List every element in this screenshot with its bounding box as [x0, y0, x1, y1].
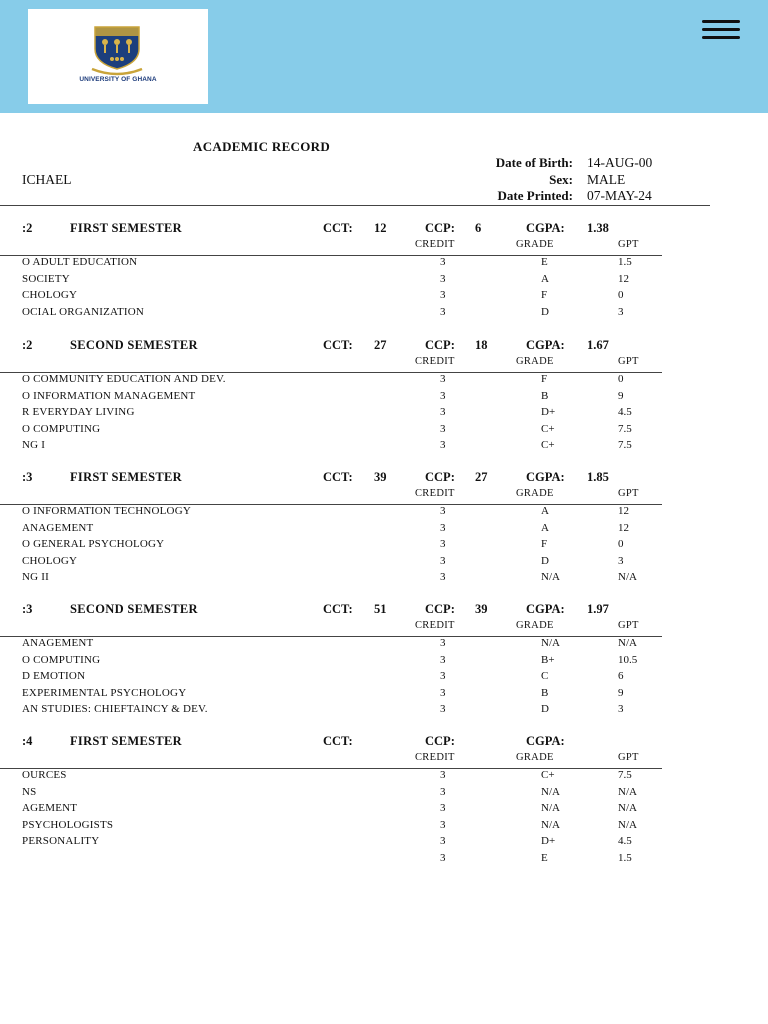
- course-title: O COMPUTING: [22, 653, 101, 666]
- cgpa-value: 1.85: [587, 470, 609, 484]
- course-gpt: 7.5: [618, 439, 632, 452]
- gpt-header: GPT: [618, 239, 639, 250]
- cgpa-label: CGPA:: [526, 470, 565, 484]
- course-gpt: 9: [618, 686, 624, 699]
- course-title: NG II: [22, 571, 49, 584]
- gpt-header: GPT: [618, 356, 639, 367]
- credit-header: CREDIT: [415, 752, 455, 763]
- semester-name: SECOND SEMESTER: [70, 338, 198, 352]
- cct-label: CCT:: [323, 602, 353, 616]
- academic-record-document: [0, 113, 768, 1024]
- course-gpt: N/A: [618, 802, 637, 815]
- course-grade: C+: [541, 769, 555, 781]
- course-gpt: N/A: [618, 637, 637, 649]
- course-grade: C: [541, 670, 549, 683]
- cct-label: CCT:: [323, 338, 353, 352]
- cct-value: 27: [374, 338, 387, 352]
- credit-header: CREDIT: [415, 488, 455, 499]
- course-title: NG I: [22, 439, 46, 452]
- course-credit: 3: [440, 670, 446, 683]
- course-title: OCIAL ORGANIZATION: [22, 305, 145, 318]
- course-title: CHOLOGY: [22, 289, 78, 302]
- course-credit: 3: [440, 272, 446, 285]
- course-grade: C+: [541, 422, 555, 435]
- course-credit: 3: [440, 571, 446, 584]
- course-title: O COMMUNITY EDUCATION AND DEV.: [22, 373, 226, 385]
- course-title: CHOLOGY: [22, 554, 78, 567]
- ccp-value: 27: [475, 470, 488, 484]
- course-grade: A: [541, 505, 549, 517]
- semester-year: :2: [22, 221, 33, 235]
- course-credit: 3: [440, 637, 446, 649]
- grade-header: GRADE: [516, 239, 554, 250]
- semester-divider: [0, 768, 662, 769]
- course-title: EXPERIMENTAL PSYCHOLOGY: [22, 686, 187, 699]
- credit-header: CREDIT: [415, 356, 455, 367]
- grade-header: GRADE: [516, 488, 554, 499]
- course-credit: 3: [440, 439, 446, 452]
- course-gpt: N/A: [618, 785, 637, 798]
- ccp-value: 18: [475, 338, 488, 352]
- course-title: AN STUDIES: CHIEFTAINCY & DEV.: [22, 703, 208, 716]
- course-grade: C+: [541, 439, 555, 452]
- semester-year: :2: [22, 338, 33, 352]
- cgpa-value: 1.97: [587, 602, 609, 616]
- grade-header: GRADE: [516, 752, 554, 763]
- semester-name: FIRST SEMESTER: [70, 734, 182, 748]
- semester-year: :4: [22, 734, 33, 748]
- course-title: ANAGEMENT: [22, 521, 94, 534]
- cct-label: CCT:: [323, 470, 353, 484]
- course-credit: 3: [440, 818, 446, 831]
- course-gpt: 4.5: [618, 406, 632, 419]
- course-credit: 3: [440, 769, 446, 781]
- course-gpt: 1.5: [618, 852, 632, 864]
- ccp-label: CCP:: [425, 221, 455, 235]
- course-grade: N/A: [541, 818, 560, 831]
- grade-header: GRADE: [516, 620, 554, 631]
- sex-value: MALE: [587, 172, 626, 187]
- course-grade: E: [541, 256, 548, 268]
- course-gpt: 12: [618, 521, 629, 534]
- course-credit: 3: [440, 373, 446, 385]
- course-grade: N/A: [541, 802, 560, 815]
- course-credit: 3: [440, 785, 446, 798]
- course-title: O INFORMATION MANAGEMENT: [22, 389, 196, 402]
- course-gpt: 4.5: [618, 835, 632, 848]
- semester-divider: [0, 636, 662, 637]
- course-credit: 3: [440, 538, 446, 551]
- course-title: PSYCHOLOGISTS: [22, 818, 114, 831]
- course-gpt: 12: [618, 272, 629, 285]
- semester-name: SECOND SEMESTER: [70, 602, 198, 616]
- crest-icon: [28, 9, 208, 79]
- course-credit: 3: [440, 422, 446, 435]
- grade-header: GRADE: [516, 356, 554, 367]
- course-grade: N/A: [541, 637, 560, 649]
- course-grade: B: [541, 389, 549, 402]
- course-grade: A: [541, 272, 549, 285]
- course-credit: 3: [440, 653, 446, 666]
- course-credit: 3: [440, 389, 446, 402]
- ccp-label: CCP:: [425, 470, 455, 484]
- course-credit: 3: [440, 703, 446, 716]
- date-printed-label: Date Printed:: [497, 188, 573, 203]
- ccp-label: CCP:: [425, 338, 455, 352]
- gpt-header: GPT: [618, 752, 639, 763]
- course-title: ANAGEMENT: [22, 637, 94, 649]
- course-grade: F: [541, 373, 548, 385]
- course-title: OURCES: [22, 769, 67, 781]
- course-gpt: N/A: [618, 818, 637, 831]
- cct-value: 51: [374, 602, 387, 616]
- course-gpt: 7.5: [618, 769, 632, 781]
- course-title: R EVERYDAY LIVING: [22, 406, 135, 419]
- course-gpt: N/A: [618, 571, 637, 584]
- ccp-value: 39: [475, 602, 488, 616]
- course-credit: 3: [440, 835, 446, 848]
- course-gpt: 0: [618, 538, 624, 551]
- cct-value: 12: [374, 221, 387, 235]
- date-printed-value: 07-MAY-24: [587, 188, 652, 203]
- page-title: ACADEMIC RECORD: [193, 139, 331, 154]
- student-name: ICHAEL: [22, 172, 72, 187]
- course-gpt: 3: [618, 703, 624, 716]
- course-grade: B+: [541, 653, 555, 666]
- course-credit: 3: [440, 305, 446, 318]
- course-credit: 3: [440, 802, 446, 815]
- ccp-label: CCP:: [425, 602, 455, 616]
- course-gpt: 9: [618, 389, 624, 402]
- course-grade: D+: [541, 406, 556, 419]
- course-gpt: 0: [618, 373, 624, 385]
- semester-year: :3: [22, 470, 33, 484]
- cct-label: CCT:: [323, 734, 353, 748]
- ccp-label: CCP:: [425, 734, 455, 748]
- dob-value: 14-AUG-00: [587, 155, 653, 170]
- cgpa-value: 1.67: [587, 338, 609, 352]
- course-title: NS: [22, 785, 37, 798]
- course-gpt: 12: [618, 505, 629, 517]
- course-credit: 3: [440, 554, 446, 567]
- course-grade: F: [541, 289, 548, 302]
- university-logo[interactable]: [28, 9, 208, 104]
- cgpa-label: CGPA:: [526, 338, 565, 352]
- course-title: SOCIETY: [22, 272, 70, 285]
- course-grade: D: [541, 554, 549, 567]
- gpt-header: GPT: [618, 488, 639, 499]
- course-title: O ADULT EDUCATION: [22, 256, 138, 268]
- course-credit: 3: [440, 521, 446, 534]
- course-gpt: 6: [618, 670, 624, 683]
- cgpa-label: CGPA:: [526, 734, 565, 748]
- semester-name: FIRST SEMESTER: [70, 221, 182, 235]
- course-gpt: 7.5: [618, 422, 632, 435]
- course-credit: 3: [440, 852, 446, 864]
- course-credit: 3: [440, 289, 446, 302]
- course-title: O GENERAL PSYCHOLOGY: [22, 538, 165, 551]
- course-credit: 3: [440, 505, 446, 517]
- course-gpt: 10.5: [618, 653, 638, 666]
- dob-label: Date of Birth:: [495, 155, 573, 170]
- cgpa-label: CGPA:: [526, 602, 565, 616]
- course-gpt: 3: [618, 554, 624, 567]
- credit-header: CREDIT: [415, 620, 455, 631]
- course-gpt: 3: [618, 305, 624, 318]
- hamburger-menu-icon[interactable]: [700, 18, 742, 42]
- course-title: O INFORMATION TECHNOLOGY: [22, 505, 191, 517]
- logo-text: UNIVERSITY OF GHANA: [79, 76, 157, 83]
- course-gpt: 1.5: [618, 256, 632, 268]
- course-credit: 3: [440, 256, 446, 268]
- semester-year: :3: [22, 602, 33, 616]
- course-grade: E: [541, 852, 548, 864]
- course-grade: A: [541, 521, 549, 534]
- course-title: D EMOTION: [22, 670, 86, 683]
- course-title: AGEMENT: [22, 802, 78, 815]
- cgpa-value: 1.38: [587, 221, 609, 235]
- course-credit: 3: [440, 406, 446, 419]
- course-gpt: 0: [618, 289, 624, 302]
- course-title: PERSONALITY: [22, 835, 100, 848]
- credit-header: CREDIT: [415, 239, 455, 250]
- course-grade: N/A: [541, 785, 560, 798]
- course-grade: F: [541, 538, 548, 551]
- cct-value: 39: [374, 470, 387, 484]
- cct-label: CCT:: [323, 221, 353, 235]
- course-grade: N/A: [541, 571, 560, 584]
- header-divider: [0, 205, 710, 206]
- course-grade: D: [541, 305, 549, 318]
- cgpa-label: CGPA:: [526, 221, 565, 235]
- course-title: O COMPUTING: [22, 422, 101, 435]
- ccp-value: 6: [475, 221, 482, 235]
- course-grade: D: [541, 703, 549, 716]
- course-credit: 3: [440, 686, 446, 699]
- course-grade: D+: [541, 835, 556, 848]
- sex-label: Sex:: [549, 172, 573, 187]
- course-grade: B: [541, 686, 549, 699]
- gpt-header: GPT: [618, 620, 639, 631]
- semester-name: FIRST SEMESTER: [70, 470, 182, 484]
- top-header: [0, 0, 768, 113]
